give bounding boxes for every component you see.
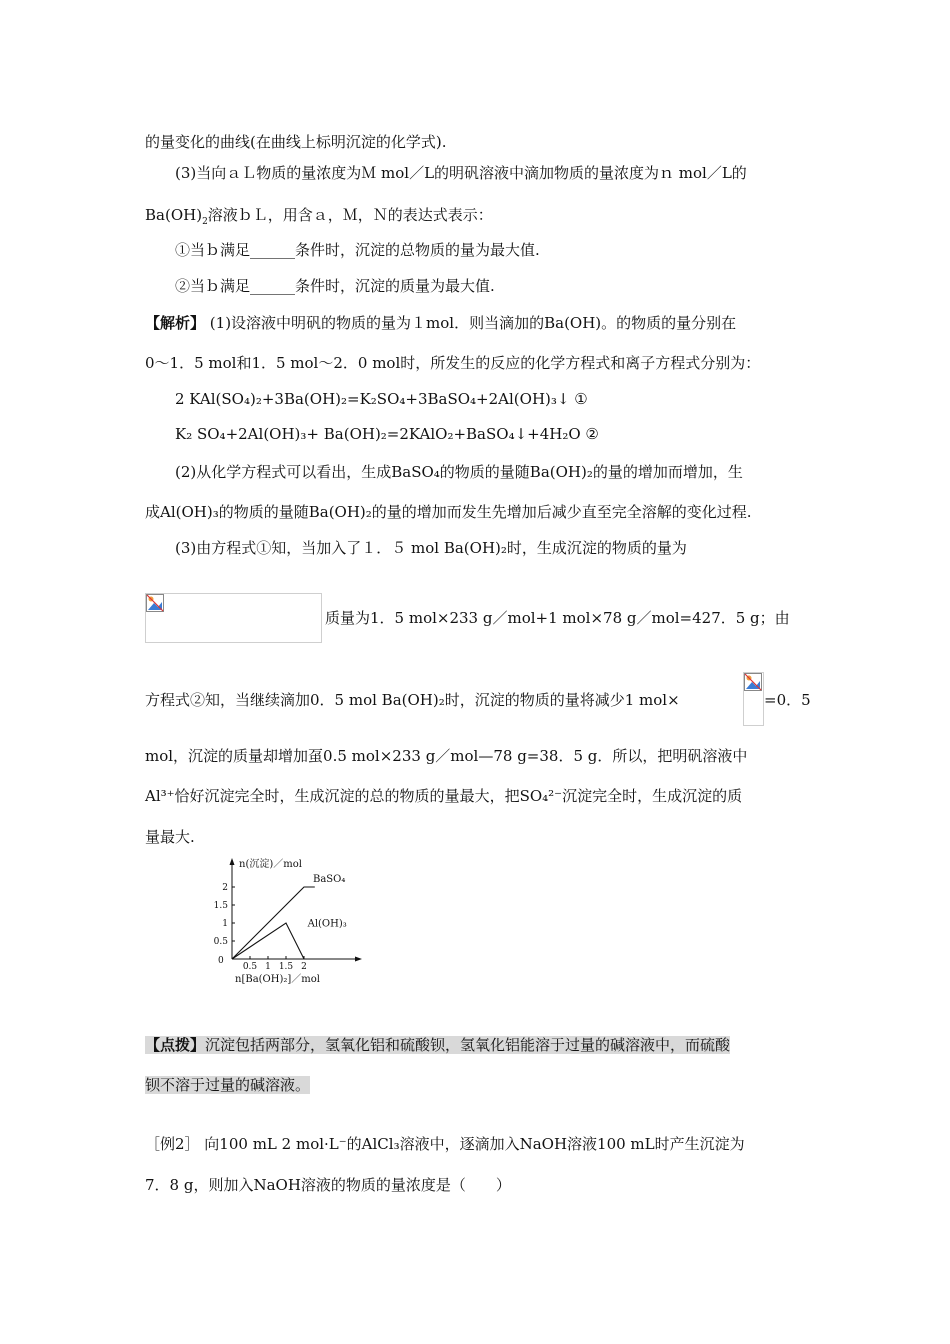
x-tick-label: 2 xyxy=(301,962,307,972)
series-line-aloh3 xyxy=(232,923,304,959)
condition-2: ②当ｂ满足______条件时，沉淀的质量为最大值. xyxy=(175,277,495,295)
tip-text: 沉淀包括两部分，氢氧化铝和硫酸钡，氢氧化铝能溶于过量的碱溶液中，而硫酸 xyxy=(205,1036,731,1054)
subscript: 2 xyxy=(202,217,208,227)
series-label-aloh3: Al(OH)₃ xyxy=(307,918,347,930)
mass-calc-line: 质量为1．5 mol×233 g／mol+1 mol×78 g／mol=427．5 g；由 xyxy=(325,609,790,627)
analysis-3-line: (3)由方程式①知，当加入了１．５ mol Ba(OH)₂时，生成沉淀的物质的量为 xyxy=(175,539,687,557)
formula-text: Ba(OH) xyxy=(145,206,203,224)
y-axis-label: n(沉淀)／mol xyxy=(239,859,302,870)
analysis-3-line-3: mol，沉淀的质量却增加虿0.5 mol×233 g／mol—78 g=38．5 g．所以，把明矾溶液中 xyxy=(145,747,748,765)
analysis-3-line-4: Al³⁺恰好沉淀完全时，生成沉淀的总的物质的量最大，把SO₄²⁻沉淀完全时，生成沉淀的质 xyxy=(145,787,743,805)
tip-line-2 xyxy=(145,1075,310,1095)
question-3-line: (3)当向ａＬ物质的量浓度为Ｍ mol／L的明矾溶液中滴加物质的量浓度为ｎ mol／L的 xyxy=(175,164,747,182)
x-axis-arrow xyxy=(355,957,362,962)
y-tick-label: 2 xyxy=(222,883,228,893)
example-2-line: ［例2］ 向100 mL 2 mol·L⁻的AlCl₃溶液中，逐滴加入NaOH溶液100 mL时产生沉淀为 xyxy=(145,1135,745,1153)
question-3-line-2 xyxy=(145,205,493,225)
paragraph-line: 的量变化的曲线(在曲线上标明沉淀的化学式). xyxy=(145,133,447,151)
analysis-line-2: 0～1．5 mol和1．5 mol～2．0 mol时，所发生的反应的化学方程式和离子方程式分别为： xyxy=(145,354,761,372)
analysis-2-line: (2)从化学方程式可以看出，生成BaSO₄的物质的量随Ba(OH)₂的量的增加而增加，生 xyxy=(175,463,743,481)
missing-fraction-image xyxy=(743,672,764,726)
equation-1: 2 KAl(SO₄)₂+3Ba(OH)₂=K₂SO₄+3BaSO₄+2Al(OH)₃↓ ① xyxy=(175,390,588,408)
x-tick-label: 1 xyxy=(265,962,271,972)
analysis-2-line-2: 成Al(OH)₃的物质的量随Ba(OH)₂的量的增加而发生先增加后减少直至完全溶解的变化过程. xyxy=(145,503,752,521)
tip-highlight: 钡不溶于过量的碱溶液。 xyxy=(145,1076,311,1094)
tip-highlight xyxy=(145,1036,730,1054)
broken-image-icon xyxy=(146,594,164,612)
y-tick-label: 1.5 xyxy=(213,901,228,911)
analysis-tag: 【解析】 xyxy=(145,314,206,332)
x-tick-label: 0.5 xyxy=(242,962,258,972)
series-label-baso4: BaSO₄ xyxy=(313,874,346,885)
analysis-3-line-5: 量最大. xyxy=(145,828,195,846)
example-2-line-2: 7．8 g，则加入NaOH溶液的物质的量浓度是（ ） xyxy=(145,1176,511,1194)
x-tick-label: 1.5 xyxy=(278,962,294,972)
condition-1: ①当ｂ满足______条件时，沉淀的总物质的量为最大值. xyxy=(175,241,540,259)
y-tick-label: 1 xyxy=(222,919,228,929)
missing-formula-image xyxy=(145,593,322,643)
x-axis-label: n[Ba(OH)₂]／mol xyxy=(235,974,320,985)
precipitate-chart xyxy=(205,855,380,990)
equation-2: K₂ SO₄+2Al(OH)₃+ Ba(OH)₂=2KAlO₂+BaSO₄↓+4H₂O ② xyxy=(175,425,599,443)
fraction-result: =0．5 xyxy=(764,691,811,709)
tip-line xyxy=(145,1035,730,1055)
y-tick-label: 0.5 xyxy=(213,937,228,947)
y-axis-arrow xyxy=(230,858,235,865)
broken-image-icon xyxy=(744,673,762,691)
origin-label: 0 xyxy=(218,956,224,966)
tip-tag: 【点拨】 xyxy=(145,1036,206,1054)
analysis-text: (1)设溶液中明矾的物质的量为１mol．则当滴加的Ba(OH)。的物质的量分别在 xyxy=(209,314,737,332)
series-line-baso4 xyxy=(232,887,315,959)
analysis-line xyxy=(145,313,736,333)
analysis-3-line-2: 方程式②知，当继续滴加0．5 mol Ba(OH)₂时，沉淀的物质的量将减少1 mol× xyxy=(145,691,680,709)
text: 溶液ｂＬ，用含ａ，Ｍ，Ｎ的表达式表示： xyxy=(207,206,493,224)
